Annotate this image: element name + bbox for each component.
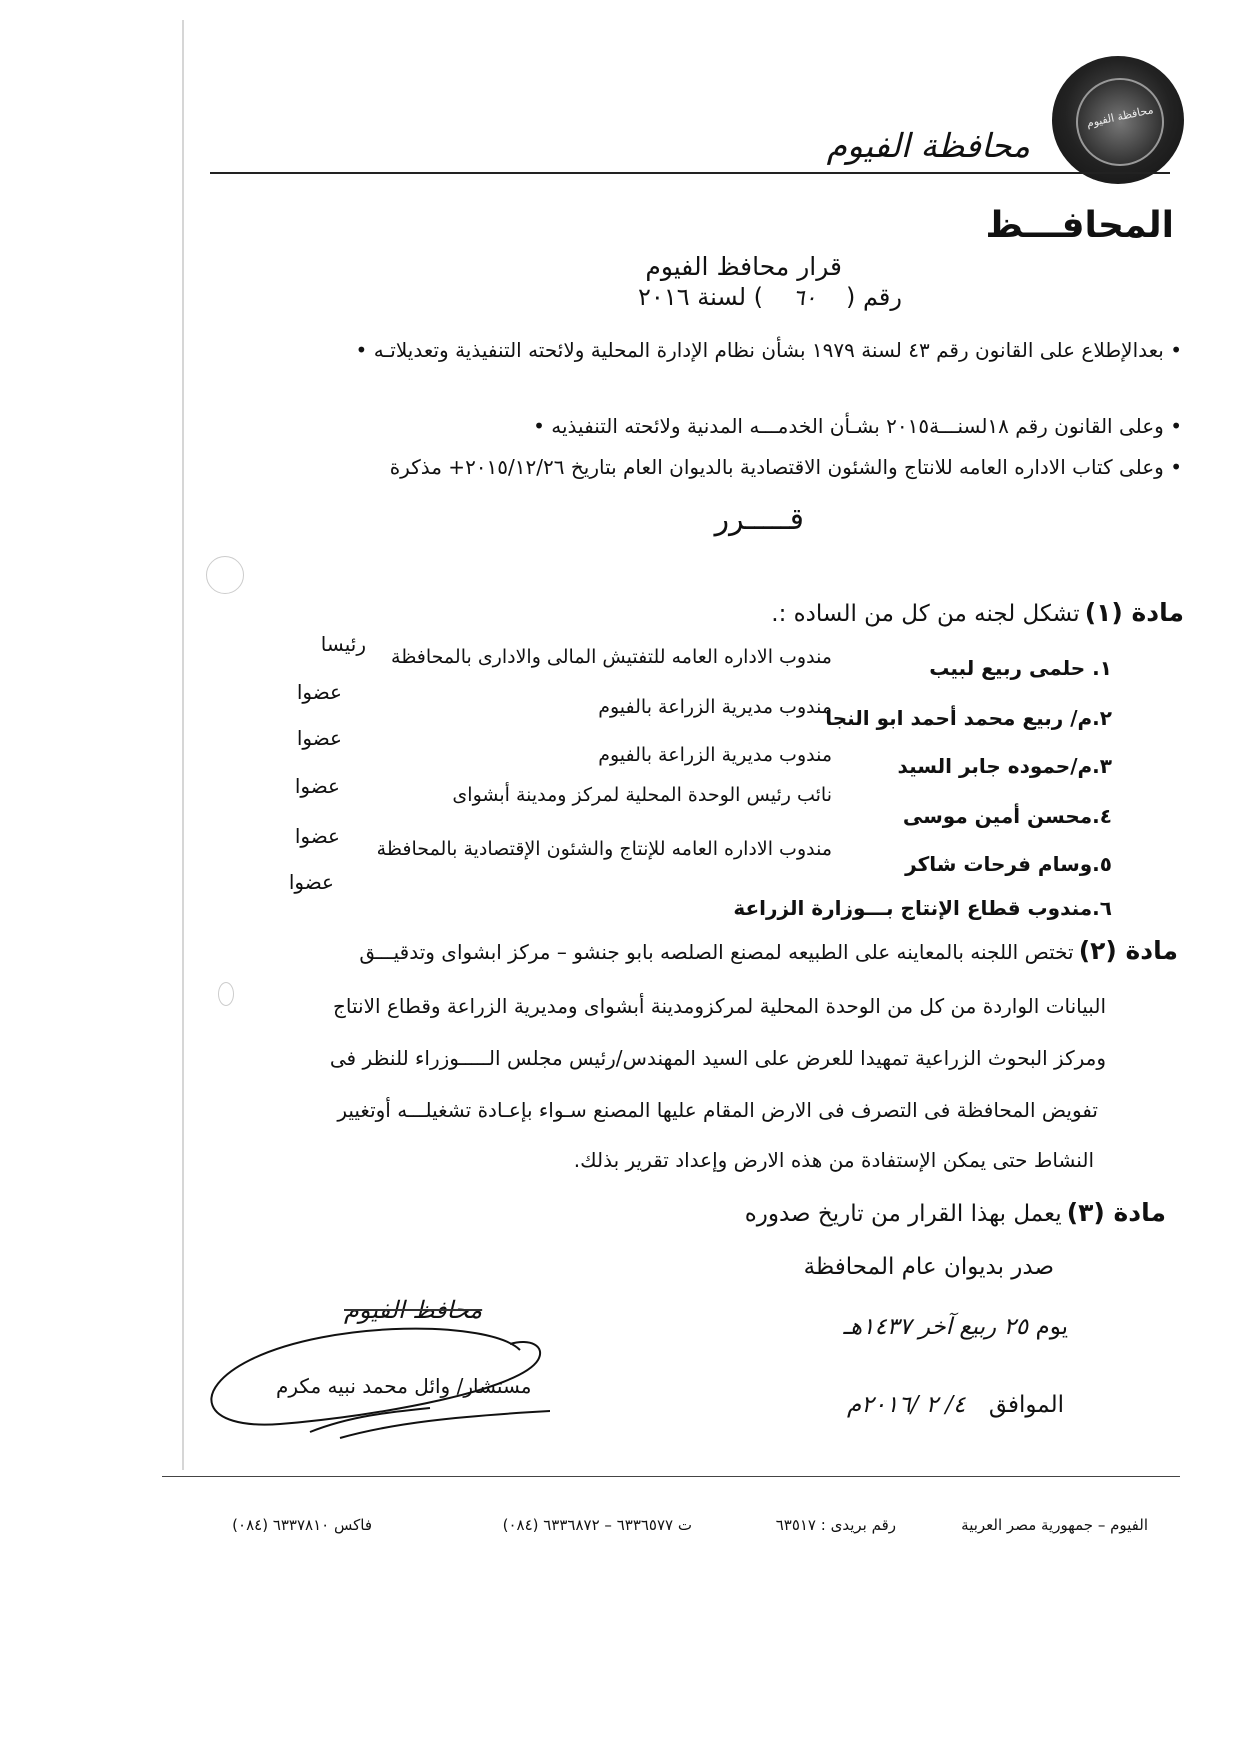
- issued-at: صدر بديوان عام المحافظة: [803, 1254, 1054, 1280]
- signatory-title: محافظ الفيوم: [344, 1296, 483, 1324]
- seal-text: محافظة الفيوم: [1085, 103, 1155, 130]
- footer-fax: فاكس ٦٣٣٧٨١٠ (٠٨٤): [232, 1516, 372, 1534]
- bullet-dot: •: [1170, 414, 1182, 438]
- member-name: ١. حلمى ربيع لبيب: [929, 656, 1112, 680]
- footer-postal: رقم بريدى : ٦٣٥١٧: [775, 1516, 896, 1534]
- member-name: ٢.م/ ربيع محمد أحمد ابو النجا: [825, 706, 1112, 730]
- punch-hole-mark: [218, 982, 234, 1006]
- office-title: المحافـــظ: [985, 205, 1174, 246]
- footer-phone: ت ٦٣٣٦٥٧٧ – ٦٣٣٦٨٧٢ (٠٨٤): [502, 1516, 692, 1534]
- article-2-line: مادة (٢) تختص اللجنه بالمعاينه على الطبيعه لمصنع الصلصه بابو جنشو – مركز ابشواى وتدقيـــق: [359, 936, 1178, 965]
- article-2-line: ومركز البحوث الزراعية تمهيدا للعرض على السيد المهندس/رئيس مجلس الـــــوزراء للنظر فى: [329, 1046, 1106, 1070]
- member-position: رئيسا: [320, 632, 366, 656]
- decree-number-suffix: ) لسنة ٢٠١٦: [638, 283, 764, 311]
- member-name: ٥.وسام فرحات شاكر: [905, 852, 1112, 876]
- member-position: عضوا: [296, 680, 342, 704]
- hijri-date: يوم ٢٥ ربيع آخر ١٤٣٧هـ: [843, 1314, 1068, 1340]
- article-label: مادة (١): [1084, 598, 1184, 627]
- article-2-line: تفويض المحافظة فى التصرف فى الارض المقام عليها المصنع سـواء بإعـادة تشغيلـــه أوتغيير: [337, 1098, 1098, 1122]
- seal-emblem: [1076, 78, 1164, 166]
- document-page: [130, 0, 1240, 1568]
- preamble-line: • وعلى كتاب الاداره العامه للانتاج والشئون الاقتصادية بالديوان العام بتاريخ ٢٠١٥/١٢/٢٦+ مذكرة: [389, 455, 1182, 479]
- footer-divider: [162, 1476, 1180, 1477]
- article-2-line: البيانات الواردة من كل من الوحدة المحلية لمركزومدينة أبشواى ومديرية الزراعة وقطاع الانتاج: [332, 994, 1106, 1018]
- article-3: [745, 1198, 1166, 1227]
- gregorian-date-value: ٤/ ٢ /٢٠١٦م: [847, 1392, 966, 1418]
- page-edge-line: [182, 20, 184, 1470]
- preamble-line: • وعلى القانون رقم ١٨لسنـــة٢٠١٥ بشـأن الخدمـــه المدنية ولائحته التنفيذيه •: [533, 414, 1182, 438]
- governorate-seal-logo: [1052, 56, 1184, 184]
- article-label: مادة (٢): [1078, 936, 1178, 965]
- punch-hole-mark: [206, 556, 244, 594]
- article-label: مادة (٣): [1066, 1198, 1166, 1227]
- decree-number-value: ٦٠: [792, 286, 817, 311]
- bullet-dot: •: [1170, 338, 1182, 362]
- article-2-line: النشاط حتى يمكن الإستفادة من هذه الارض وإعداد تقرير بذلك.: [573, 1148, 1094, 1172]
- article-text: يعمل بهذا القرار من تاريخ صدوره: [744, 1201, 1062, 1227]
- member-position: عضوا: [294, 774, 340, 798]
- member-role: مندوب مديرية الزراعة بالفيوم: [598, 744, 832, 766]
- member-role: مندوب الاداره العامه للتفتيش المالى والادارى بالمحافظة: [391, 646, 832, 668]
- decree-number: [638, 283, 902, 311]
- decree-number-prefix: رقم (: [845, 283, 902, 311]
- member-name: ٣.م/حموده جابر السيد: [897, 754, 1112, 778]
- article-1: [771, 598, 1184, 627]
- decision-heading: قـــــرر: [714, 502, 804, 537]
- signatory-name: مستشار/ وائل محمد نبيه مكرم: [276, 1374, 532, 1398]
- gregorian-date: الموافق ٤/ ٢ /٢٠١٦م: [847, 1392, 1064, 1418]
- governorate-name: محافظة الفيوم: [826, 126, 1030, 165]
- member-name: ٤.محسن أمين موسى: [902, 804, 1112, 828]
- article-text: تشكل لجنه من كل من الساده :.: [771, 601, 1080, 627]
- member-position: عضوا: [296, 726, 342, 750]
- member-name: ٦.مندوب قطاع الإنتاج بـــوزارة الزراعة: [733, 896, 1112, 920]
- member-role: مندوب الاداره العامه للإنتاج والشئون الإقتصادية بالمحافظة: [376, 838, 832, 860]
- member-position: عضوا: [288, 870, 334, 894]
- bullet-dot: •: [1170, 455, 1182, 479]
- hijri-date-value: ٢٥ ربيع آخر ١٤٣٧هـ: [843, 1314, 1029, 1340]
- member-position: عضوا: [294, 824, 340, 848]
- footer-address: الفيوم – جمهورية مصر العربية: [961, 1516, 1148, 1534]
- decree-title: قرار محافظ الفيوم: [645, 252, 842, 281]
- member-role: مندوب مديرية الزراعة بالفيوم: [598, 696, 832, 718]
- preamble-line: • بعدالإطلاع على القانون رقم ٤٣ لسنة ١٩٧٩ بشأن نظام الإدارة المحلية ولائحته التنفيذية وتعديلاتـه •: [355, 338, 1182, 362]
- member-role: نائب رئيس الوحدة المحلية لمركز ومدينة أبشواى: [452, 784, 832, 806]
- header-divider: [210, 172, 1170, 174]
